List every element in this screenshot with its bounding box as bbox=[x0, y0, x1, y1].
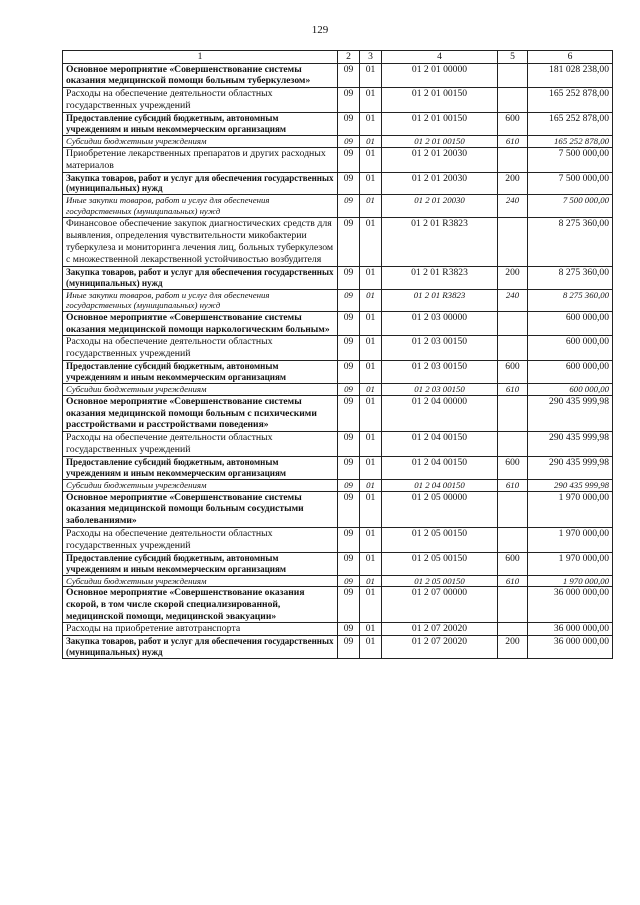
target-article-code-cell: 01 2 05 00150 bbox=[382, 527, 498, 552]
amount-cell: 181 028 238,00 bbox=[528, 63, 613, 87]
table-row bbox=[63, 587, 613, 623]
column-number-1: 1 bbox=[63, 51, 338, 64]
expense-type-code-cell: 600 bbox=[498, 361, 528, 384]
expense-name-cell: Закупка товаров, работ и услуг для обеспечения государственных (муниципальных) нужд bbox=[63, 172, 338, 195]
column-number-row bbox=[63, 51, 613, 64]
expense-type-code-cell bbox=[498, 336, 528, 361]
column-number-5: 5 bbox=[498, 51, 528, 64]
amount-cell: 600 000,00 bbox=[528, 336, 613, 361]
amount-cell: 1 970 000,00 bbox=[528, 491, 613, 527]
expense-name-cell: Иные закупки товаров, работ и услуг для обеспечения государственных (муниципальных) нужд bbox=[63, 195, 338, 217]
table-row bbox=[63, 575, 613, 587]
subsection-code-cell: 01 bbox=[360, 456, 382, 479]
column-number-2: 2 bbox=[338, 51, 360, 64]
table-row bbox=[63, 147, 613, 172]
amount-cell: 290 435 999,98 bbox=[528, 432, 613, 457]
subsection-code-cell: 01 bbox=[360, 491, 382, 527]
target-article-code-cell: 01 2 04 00000 bbox=[382, 395, 498, 431]
target-article-code-cell: 01 2 01 R3823 bbox=[382, 266, 498, 289]
section-code-cell: 09 bbox=[338, 623, 360, 636]
table-row bbox=[63, 432, 613, 457]
section-code-cell: 09 bbox=[338, 195, 360, 217]
expense-type-code-cell bbox=[498, 587, 528, 623]
table-row bbox=[63, 88, 613, 113]
subsection-code-cell: 01 bbox=[360, 527, 382, 552]
amount-cell: 36 000 000,00 bbox=[528, 623, 613, 636]
expense-type-code-cell: 200 bbox=[498, 266, 528, 289]
expense-name-cell: Расходы на приобретение автотранспорта bbox=[63, 623, 338, 636]
amount-cell: 1 970 000,00 bbox=[528, 527, 613, 552]
subsection-code-cell: 01 bbox=[360, 195, 382, 217]
expense-type-code-cell bbox=[498, 88, 528, 113]
expense-type-code-cell bbox=[498, 527, 528, 552]
section-code-cell: 09 bbox=[338, 384, 360, 396]
expense-name-cell: Основное мероприятие «Совершенствование оказания скорой, в том числе скорой специализированной, медицинской помощи, медицинской эвакуации» bbox=[63, 587, 338, 623]
section-code-cell: 09 bbox=[338, 527, 360, 552]
table-row bbox=[63, 172, 613, 195]
target-article-code-cell: 01 2 01 R3823 bbox=[382, 289, 498, 311]
subsection-code-cell: 01 bbox=[360, 636, 382, 659]
target-article-code-cell: 01 2 03 00150 bbox=[382, 384, 498, 396]
target-article-code-cell: 01 2 05 00150 bbox=[382, 552, 498, 575]
expense-name-cell: Субсидии бюджетным учреждениям bbox=[63, 479, 338, 491]
amount-cell: 290 435 999,98 bbox=[528, 479, 613, 491]
expense-name-cell: Финансовое обеспечение закупок диагностических средств для выявления, определения чувствительности микобактерии туберкулеза и мониторинга лечения лиц, больных туберкулезом с множественной лекарственной устойчивостью возбудителя bbox=[63, 217, 338, 266]
subsection-code-cell: 01 bbox=[360, 575, 382, 587]
table-row bbox=[63, 479, 613, 491]
section-code-cell: 09 bbox=[338, 135, 360, 147]
expense-name-cell: Приобретение лекарственных препаратов и других расходных материалов bbox=[63, 147, 338, 172]
expense-name-cell: Субсидии бюджетным учреждениям bbox=[63, 384, 338, 396]
expense-type-code-cell bbox=[498, 217, 528, 266]
section-code-cell: 09 bbox=[338, 336, 360, 361]
target-article-code-cell: 01 2 05 00000 bbox=[382, 491, 498, 527]
subsection-code-cell: 01 bbox=[360, 361, 382, 384]
expense-type-code-cell bbox=[498, 432, 528, 457]
section-code-cell: 09 bbox=[338, 312, 360, 336]
amount-cell: 165 252 878,00 bbox=[528, 112, 613, 135]
expense-name-cell: Субсидии бюджетным учреждениям bbox=[63, 135, 338, 147]
expense-type-code-cell: 240 bbox=[498, 195, 528, 217]
table-row bbox=[63, 395, 613, 431]
expense-type-code-cell bbox=[498, 312, 528, 336]
table-row bbox=[63, 336, 613, 361]
column-number-3: 3 bbox=[360, 51, 382, 64]
table-row bbox=[63, 63, 613, 87]
target-article-code-cell: 01 2 07 20020 bbox=[382, 636, 498, 659]
section-code-cell: 09 bbox=[338, 432, 360, 457]
amount-cell: 8 275 360,00 bbox=[528, 217, 613, 266]
table-row bbox=[63, 195, 613, 217]
section-code-cell: 09 bbox=[338, 491, 360, 527]
subsection-code-cell: 01 bbox=[360, 384, 382, 396]
expense-name-cell: Расходы на обеспечение деятельности областных государственных учреждений bbox=[63, 527, 338, 552]
target-article-code-cell: 01 2 04 00150 bbox=[382, 456, 498, 479]
target-article-code-cell: 01 2 03 00150 bbox=[382, 336, 498, 361]
table-row bbox=[63, 289, 613, 311]
expense-type-code-cell: 600 bbox=[498, 552, 528, 575]
expense-name-cell: Основное мероприятие «Совершенствование системы оказания медицинской помощи наркологическим больным» bbox=[63, 312, 338, 336]
expense-type-code-cell bbox=[498, 491, 528, 527]
target-article-code-cell: 01 2 01 20030 bbox=[382, 172, 498, 195]
expense-type-code-cell: 200 bbox=[498, 172, 528, 195]
amount-cell: 600 000,00 bbox=[528, 312, 613, 336]
target-article-code-cell: 01 2 04 00150 bbox=[382, 432, 498, 457]
column-number-6: 6 bbox=[528, 51, 613, 64]
expense-name-cell: Иные закупки товаров, работ и услуг для обеспечения государственных (муниципальных) нужд bbox=[63, 289, 338, 311]
target-article-code-cell: 01 2 01 00150 bbox=[382, 88, 498, 113]
section-code-cell: 09 bbox=[338, 112, 360, 135]
expense-type-code-cell: 240 bbox=[498, 289, 528, 311]
expense-type-code-cell: 200 bbox=[498, 636, 528, 659]
table-row bbox=[63, 217, 613, 266]
expense-type-code-cell bbox=[498, 623, 528, 636]
target-article-code-cell: 01 2 01 00150 bbox=[382, 112, 498, 135]
target-article-code-cell: 01 2 01 00150 bbox=[382, 135, 498, 147]
target-article-code-cell: 01 2 07 00000 bbox=[382, 587, 498, 623]
subsection-code-cell: 01 bbox=[360, 147, 382, 172]
subsection-code-cell: 01 bbox=[360, 172, 382, 195]
expense-name-cell: Предоставление субсидий бюджетным, автономным учреждениям и иным некоммерческим организациям bbox=[63, 552, 338, 575]
amount-cell: 36 000 000,00 bbox=[528, 587, 613, 623]
expense-name-cell: Расходы на обеспечение деятельности областных государственных учреждений bbox=[63, 432, 338, 457]
expense-type-code-cell bbox=[498, 63, 528, 87]
table-row bbox=[63, 135, 613, 147]
section-code-cell: 09 bbox=[338, 217, 360, 266]
table-row bbox=[63, 623, 613, 636]
column-number-4: 4 bbox=[382, 51, 498, 64]
target-article-code-cell: 01 2 03 00000 bbox=[382, 312, 498, 336]
section-code-cell: 09 bbox=[338, 289, 360, 311]
expense-type-code-cell: 610 bbox=[498, 135, 528, 147]
section-code-cell: 09 bbox=[338, 479, 360, 491]
table-row bbox=[63, 312, 613, 336]
section-code-cell: 09 bbox=[338, 587, 360, 623]
amount-cell: 165 252 878,00 bbox=[528, 88, 613, 113]
target-article-code-cell: 01 2 03 00150 bbox=[382, 361, 498, 384]
amount-cell: 36 000 000,00 bbox=[528, 636, 613, 659]
target-article-code-cell: 01 2 07 20020 bbox=[382, 623, 498, 636]
expense-name-cell: Субсидии бюджетным учреждениям bbox=[63, 575, 338, 587]
amount-cell: 290 435 999,98 bbox=[528, 395, 613, 431]
expense-type-code-cell: 610 bbox=[498, 575, 528, 587]
section-code-cell: 09 bbox=[338, 395, 360, 431]
subsection-code-cell: 01 bbox=[360, 552, 382, 575]
amount-cell: 8 275 360,00 bbox=[528, 266, 613, 289]
target-article-code-cell: 01 2 05 00150 bbox=[382, 575, 498, 587]
target-article-code-cell: 01 2 01 00000 bbox=[382, 63, 498, 87]
target-article-code-cell: 01 2 01 20030 bbox=[382, 195, 498, 217]
expense-type-code-cell bbox=[498, 147, 528, 172]
subsection-code-cell: 01 bbox=[360, 135, 382, 147]
table-row bbox=[63, 361, 613, 384]
amount-cell: 8 275 360,00 bbox=[528, 289, 613, 311]
target-article-code-cell: 01 2 01 R3823 bbox=[382, 217, 498, 266]
subsection-code-cell: 01 bbox=[360, 88, 382, 113]
expense-name-cell: Основное мероприятие «Совершенствование системы оказания медицинской помощи больным сосудистыми заболеваниями» bbox=[63, 491, 338, 527]
table-row bbox=[63, 491, 613, 527]
table-row bbox=[63, 456, 613, 479]
subsection-code-cell: 01 bbox=[360, 623, 382, 636]
expense-name-cell: Предоставление субсидий бюджетным, автономным учреждениям и иным некоммерческим организациям bbox=[63, 112, 338, 135]
table-row bbox=[63, 112, 613, 135]
expense-name-cell: Закупка товаров, работ и услуг для обеспечения государственных (муниципальных) нужд bbox=[63, 266, 338, 289]
table-row bbox=[63, 552, 613, 575]
section-code-cell: 09 bbox=[338, 88, 360, 113]
section-code-cell: 09 bbox=[338, 63, 360, 87]
expense-name-cell: Основное мероприятие «Совершенствование системы оказания медицинской помощи больным с психическими расстройствами и расстройствами поведения» bbox=[63, 395, 338, 431]
section-code-cell: 09 bbox=[338, 361, 360, 384]
budget-table bbox=[62, 50, 613, 659]
amount-cell: 7 500 000,00 bbox=[528, 195, 613, 217]
section-code-cell: 09 bbox=[338, 147, 360, 172]
subsection-code-cell: 01 bbox=[360, 312, 382, 336]
section-code-cell: 09 bbox=[338, 575, 360, 587]
expense-name-cell: Расходы на обеспечение деятельности областных государственных учреждений bbox=[63, 336, 338, 361]
budget-table-body bbox=[63, 51, 613, 659]
expense-name-cell: Закупка товаров, работ и услуг для обеспечения государственных (муниципальных) нужд bbox=[63, 636, 338, 659]
expense-name-cell: Предоставление субсидий бюджетным, автономным учреждениям и иным некоммерческим организациям bbox=[63, 361, 338, 384]
amount-cell: 600 000,00 bbox=[528, 384, 613, 396]
subsection-code-cell: 01 bbox=[360, 289, 382, 311]
subsection-code-cell: 01 bbox=[360, 63, 382, 87]
amount-cell: 600 000,00 bbox=[528, 361, 613, 384]
subsection-code-cell: 01 bbox=[360, 217, 382, 266]
page-number: 129 bbox=[311, 24, 329, 36]
expense-type-code-cell: 600 bbox=[498, 112, 528, 135]
amount-cell: 290 435 999,98 bbox=[528, 456, 613, 479]
subsection-code-cell: 01 bbox=[360, 112, 382, 135]
target-article-code-cell: 01 2 04 00150 bbox=[382, 479, 498, 491]
expense-name-cell: Предоставление субсидий бюджетным, автономным учреждениям и иным некоммерческим организациям bbox=[63, 456, 338, 479]
expense-type-code-cell: 610 bbox=[498, 479, 528, 491]
section-code-cell: 09 bbox=[338, 636, 360, 659]
amount-cell: 7 500 000,00 bbox=[528, 172, 613, 195]
section-code-cell: 09 bbox=[338, 552, 360, 575]
subsection-code-cell: 01 bbox=[360, 479, 382, 491]
amount-cell: 1 970 000,00 bbox=[528, 552, 613, 575]
amount-cell: 7 500 000,00 bbox=[528, 147, 613, 172]
expense-name-cell: Основное мероприятие «Совершенствование системы оказания медицинской помощи больным туберкулезом» bbox=[63, 63, 338, 87]
table-row bbox=[63, 636, 613, 659]
amount-cell: 1 970 000,00 bbox=[528, 575, 613, 587]
subsection-code-cell: 01 bbox=[360, 587, 382, 623]
subsection-code-cell: 01 bbox=[360, 432, 382, 457]
expense-type-code-cell: 610 bbox=[498, 384, 528, 396]
section-code-cell: 09 bbox=[338, 266, 360, 289]
amount-cell: 165 252 878,00 bbox=[528, 135, 613, 147]
expense-type-code-cell bbox=[498, 395, 528, 431]
table-row bbox=[63, 384, 613, 396]
expense-type-code-cell: 600 bbox=[498, 456, 528, 479]
target-article-code-cell: 01 2 01 20030 bbox=[382, 147, 498, 172]
subsection-code-cell: 01 bbox=[360, 266, 382, 289]
section-code-cell: 09 bbox=[338, 456, 360, 479]
section-code-cell: 09 bbox=[338, 172, 360, 195]
table-row bbox=[63, 527, 613, 552]
expense-name-cell: Расходы на обеспечение деятельности областных государственных учреждений bbox=[63, 88, 338, 113]
table-row bbox=[63, 266, 613, 289]
subsection-code-cell: 01 bbox=[360, 395, 382, 431]
subsection-code-cell: 01 bbox=[360, 336, 382, 361]
